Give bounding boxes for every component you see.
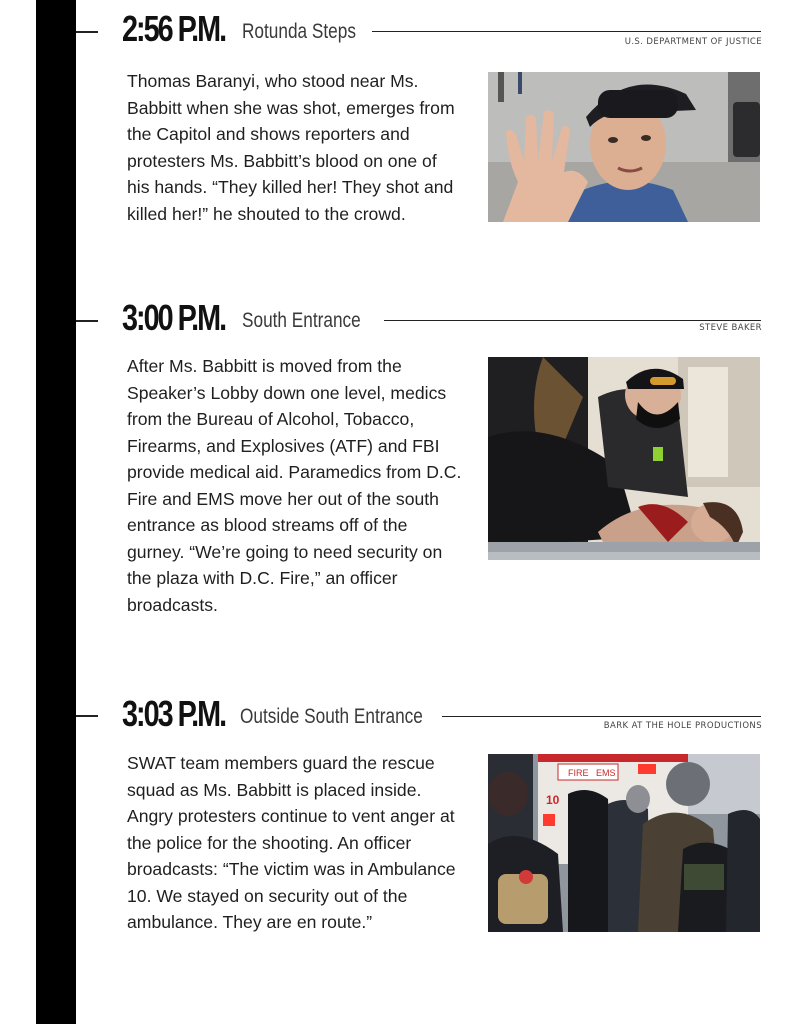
entry-body: SWAT team members guard the rescue squad as Ms. Babbitt is placed inside. Angry protesters continue to vent anger at the police for the shooting. An officer broadcasts: “The victim was in Ambulance 10. We stayed on security out of the ambulance. They are en route.” xyxy=(127,753,456,932)
heading-rule xyxy=(384,320,761,321)
entry-location: Outside South Entrance xyxy=(240,705,423,728)
entry-time: 3:03 P.M. xyxy=(122,693,226,734)
ambulance-sign-fire: FIRE xyxy=(568,768,589,778)
photo-credit: STEVE BAKER xyxy=(699,323,762,333)
photo-credit: BARK AT THE HOLE PRODUCTIONS xyxy=(603,721,762,731)
timeline-tick xyxy=(76,31,98,33)
ambulance-sign-ems: EMS xyxy=(596,768,616,778)
entry-time: 3:00 P.M. xyxy=(122,297,226,338)
timeline-tick xyxy=(76,320,98,322)
entry-body: Thomas Baranyi, who stood near Ms. Babbitt when she was shot, emerges from the Capitol and shows reporters and protesters Ms. Babbitt’s blood on one of his hands. “They killed her! They shot and killed her!” he shouted to the crowd. xyxy=(127,71,455,224)
heading-rule xyxy=(372,31,761,32)
heading-rule xyxy=(442,716,761,717)
timeline-tick xyxy=(76,715,98,717)
photo-credit: U.S. DEPARTMENT OF JUSTICE xyxy=(624,37,762,47)
photo-medics-gurney xyxy=(488,357,760,560)
entry-location: Rotunda Steps xyxy=(242,20,356,43)
photo-man-raised-hand xyxy=(488,72,760,222)
entry-time: 2:56 P.M. xyxy=(122,8,226,49)
ambulance-number: 10 xyxy=(546,793,560,807)
entry-body: After Ms. Babbitt is moved from the Speaker’s Lobby down one level, medics from the Bureau of Alcohol, Tobacco, Firearms, and Explosives (ATF) and FBI provide medical aid. Paramedics from D.C. Fire and EMS move her out of the south entrance as blood streams off of the gurney. “We’re going to need security on the plaza with D.C. Fire,” an officer broadcasts. xyxy=(127,356,462,615)
timeline-spine xyxy=(36,0,76,1024)
photo-ambulance-crowd xyxy=(488,754,760,932)
entry-location: South Entrance xyxy=(242,309,361,332)
